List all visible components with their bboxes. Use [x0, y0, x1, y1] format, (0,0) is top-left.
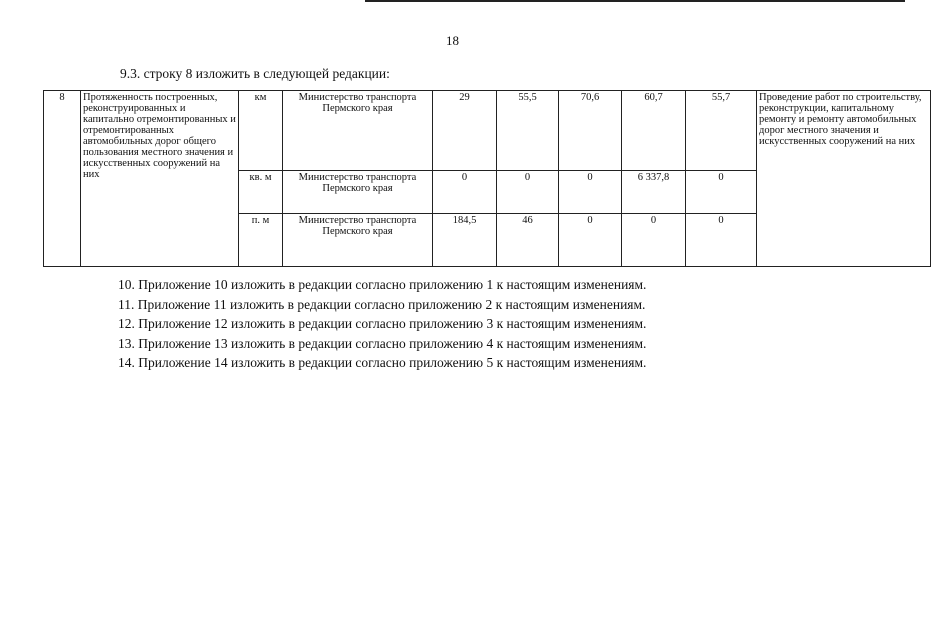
list-item: 10. Приложение 10 изложить в редакции согласно приложению 1 к настоящим изменениям. [118, 277, 647, 292]
value-cell: 0 [497, 171, 559, 214]
unit-cell: п. м [239, 214, 283, 267]
list-item: 12. Приложение 12 изложить в редакции согласно приложению 3 к настоящим изменениям. [118, 316, 647, 331]
value-cell: 55,7 [686, 91, 757, 171]
top-border-line [365, 0, 905, 2]
value-cell: 0 [559, 214, 622, 267]
unit-cell: км [239, 91, 283, 171]
value-cell: 0 [433, 171, 497, 214]
value-cell: 46 [497, 214, 559, 267]
row-number-cell: 8 [44, 91, 81, 267]
value-cell: 29 [433, 91, 497, 171]
page-number: 18 [446, 33, 459, 48]
value-cell: 0 [622, 214, 686, 267]
list-item: 11. Приложение 11 изложить в редакции согласно приложению 2 к настоящим изменениям. [118, 296, 646, 312]
table-row [44, 91, 931, 171]
list-item: 14. Приложение 14 изложить в редакции согласно приложению 5 к настоящим изменениям. [118, 355, 647, 370]
indicator-table [43, 90, 931, 267]
unit-cell: кв. м [239, 171, 283, 214]
intro-paragraph: 9.3. строку 8 изложить в следующей редакции: [120, 66, 390, 81]
value-cell: 0 [686, 214, 757, 267]
amendment-list [118, 275, 646, 373]
value-cell: 0 [559, 171, 622, 214]
list-item: 13. Приложение 13 изложить в редакции согласно приложению 4 к настоящим изменениям. [118, 335, 647, 351]
value-cell: 70,6 [559, 91, 622, 171]
executor-cell: Министерство транспорта Пермского края [283, 171, 433, 214]
value-cell: 0 [686, 171, 757, 214]
indicator-name-cell: Протяженность построенных, реконструированных и капитально отремонтированных и отремонтированных автомобильных дорог общего пользования местного значения и искусственных сооружений на них [81, 91, 239, 267]
value-cell: 55,5 [497, 91, 559, 171]
description-cell: Проведение работ по строительству, реконструкции, капитальному ремонту и ремонту автомобильных дорог местного значения и искусственных сооружений на них [757, 91, 931, 267]
value-cell: 184,5 [433, 214, 497, 267]
value-cell: 6 337,8 [622, 171, 686, 214]
value-cell: 60,7 [622, 91, 686, 171]
executor-cell: Министерство транспорта Пермского края [283, 214, 433, 267]
executor-cell: Министерство транспорта Пермского края [283, 91, 433, 171]
